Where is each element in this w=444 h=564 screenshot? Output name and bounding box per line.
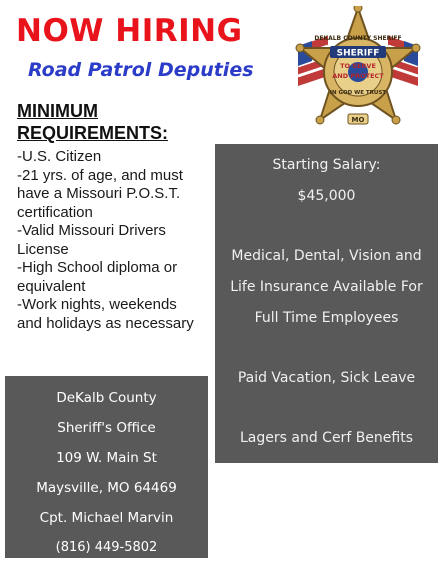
requirement-line: -21 yrs. of age, and must [17,166,183,184]
requirement-line: certification [17,203,93,221]
sheriff-star-badge-icon [288,6,428,138]
requirement-line: -Valid Missouri Drivers [17,222,166,239]
salary-label: Starting Salary: [272,157,381,173]
badge-banner-text: SHERIFF [336,48,380,59]
requirement-line: have a Missouri P.O.S.T. [17,185,181,202]
badge-state: MO [351,116,365,124]
contact-office-2: Sheriff's Office [57,420,156,436]
contact-panel [5,376,208,558]
contact-person: Cpt. Michael Marvin [39,510,174,526]
badge-top-text: DEKALB COUNTY SHERIFF [314,35,402,42]
badge-motto-1: TO SERVE [340,62,376,70]
requirements-list [17,148,217,333]
requirement-line: and holidays as necessary [17,314,194,332]
requirement-line: License [17,240,69,258]
subhead: Road Patrol Deputies [28,59,254,81]
insurance-line-3: Full Time Employees [254,310,399,326]
vacation-line: Paid Vacation, Sick Leave [237,370,416,386]
requirement-line: -High School diploma or [17,259,178,276]
contact-street: 109 W. Main St [56,450,157,466]
badge-motto-2: AND PROTECT [332,72,384,80]
requirement-line: -Work nights, weekends [17,296,177,313]
retirement-line: Lagers and Cerf Benefits [240,430,413,446]
contact-city: Maysville, MO 64469 [36,480,177,496]
benefits-panel [215,144,438,463]
salary-value: $45,000 [297,188,356,204]
requirements-heading-line-2: REQUIREMENTS: [17,123,169,143]
requirements-heading-line-1: MINIMUM [17,101,98,121]
requirements-heading [17,100,217,144]
insurance-line-2: Life Insurance Available For [230,279,423,295]
requirement-line: equivalent [17,277,86,295]
contact-phone: (816) 449-5802 [55,540,158,555]
insurance-line-1: Medical, Dental, Vision and [231,248,422,264]
requirement-line: -U.S. Citizen [17,148,102,165]
badge-lower-text: IN GOD WE TRUST [329,90,387,96]
contact-office-1: DeKalb County [56,390,157,406]
headline: NOW HIRING [16,13,243,49]
